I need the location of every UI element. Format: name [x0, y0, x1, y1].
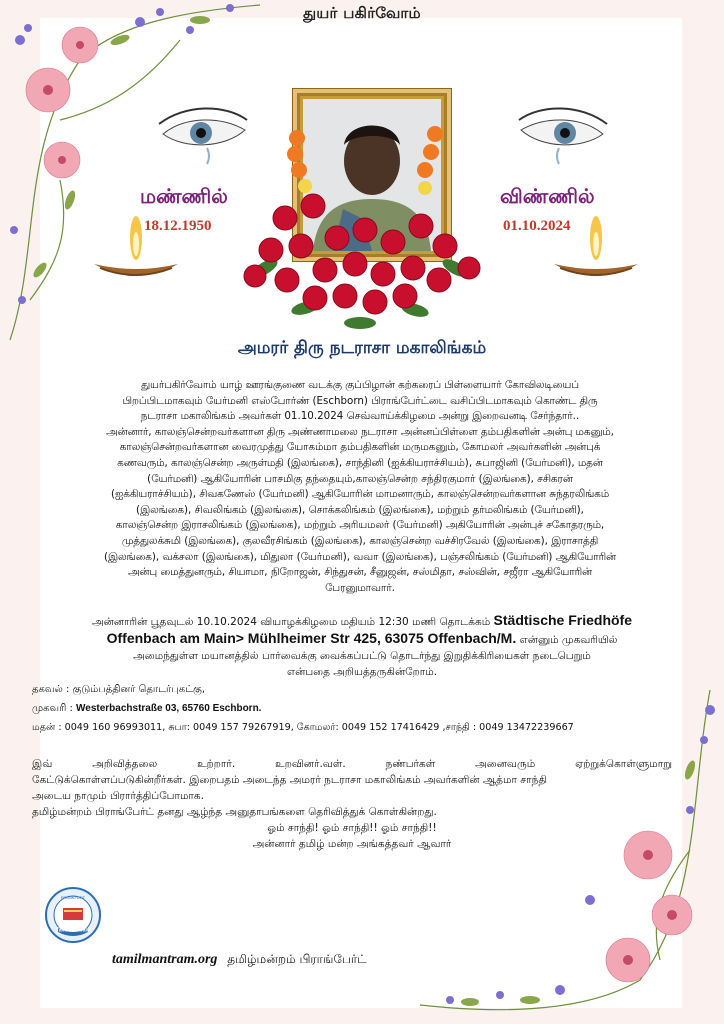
footer [112, 952, 367, 968]
announcement-line: காலஞ்சென்றவர்களான வைரமுத்து யோகம்மா தம்பதிகளின் மருமகனும், கோமலர் அவர்களின் அன்புக் [119, 441, 601, 454]
funeral-details [40, 612, 684, 680]
announcement-line: அன்னார், காலஞ்சென்றவர்களான திரு அண்ணாமலை நடராசா அன்னப்பிள்ளை தம்பதிகளின் அன்பு மகனும், [106, 425, 614, 438]
closing-line-1: இவ் அறிவித்தலை உற்றார். உறவினர்.வள். நண்பர்கள் அனைவரும் ஏற்றுக்கொள்ளுமாறு [32, 758, 672, 770]
announcement-line: பிறப்பிடமாகவும் யேர்மனி எஸ்போர்ண் (Eschborn) பிராங்பேர்ட்டை வசிப்பிடமாகவும் கொண்ட திரு [122, 394, 598, 407]
weeping-eye-right-icon [515, 106, 611, 166]
closing-line-4: தமிழ்மன்றம் பிராங்பேர்ட் தனது ஆழ்ந்த அனுதாபங்களை தெரிவித்துக் கொள்கின்றது. [32, 806, 437, 818]
top-title: துயர் பகிர்வோம் [303, 4, 421, 22]
logo-text: Tamilmantram [56, 927, 90, 934]
website-link[interactable]: tamilmantram.org [112, 952, 218, 967]
birth-date: 18.12.1950 [144, 218, 212, 234]
address-value: Westerbachstraße 03, 65760 Eschborn. [76, 703, 262, 714]
announcement-line: (இலங்கை), சிவலிங்கம் (இலங்கை), சொக்கலிங்கம் (இலங்கை), மற்றும் தர்மலிங்கம் (யேர்மனி), [136, 503, 584, 516]
tamilmantram-logo [44, 886, 102, 944]
funeral-line-3: அமைந்துள்ள மயானத்தில் பார்வைக்கு வைக்கப்பட்டு தொடர்ந்து இறுதிக்கிரியைகள் நடைபெறும் [133, 650, 591, 662]
birth-label: மண்ணில் [140, 184, 228, 208]
announcement-line: அன்பு மைத்துனரும், சியாமா, நிறோஜன், சிந்துசன், சீனுஜன், சஸ்மிதா, சஸ்வின், சஜீரா ஆகியோரின் [127, 566, 592, 579]
announcement-line: முத்துலக்சுமி (இலங்கை), குலவீரசிங்கம் (இலங்கை), காலஞ்சென்ற வச்சிரவேல் (இலங்கை), இராசாத்தி [121, 534, 599, 547]
org-name: தமிழ்மன்றம் பிராங்பேர்ட் [227, 952, 367, 966]
announcement-line: காலஞ்சென்ற இராசலிங்கம் (இலங்கை), மற்றும் அரியமலர் (யேர்மனி) அகியோரின் அன்புச் சகோதரரும், [115, 519, 605, 532]
funeral-line-4: என்பதை அறியத்தருகின்றோம். [286, 666, 438, 678]
closing-line-2: கேட்டுக்கொள்ளப்படுகின்றீர்கள். இறைபதம் அடைந்த அமரர் நடராசா மகாலிங்கம் அவர்களின் ஆத்மா சாந்தி [32, 774, 547, 786]
cemetery-name: Städtische Friedhöfe [493, 612, 632, 628]
announcement-line: பேரனுமாவார். [325, 581, 395, 594]
announcement-line: கணவரும், காலஞ்சென்ற அருள்மதி (இலங்கை), சாந்தினி (ஐக்கியராச்சியம்), சுபாஜினி (யேர்மனி), மதன் [117, 456, 603, 469]
announcement-line: (யேர்மனி) ஆகியோரின் பாசமிகு தந்தையும்,காலஞ்சென்ற சந்திரகுமார் (இலங்கை), சசிகரன் [147, 472, 573, 485]
announcement-line: (இலங்கை), வக்சலா (இலங்கை), மிதுலா (யேர்மனி), வவா (இலங்கை), பஞ்சலிங்கம் (யேர்மனி) ஆகியோரின் [103, 550, 617, 563]
closing-text [32, 756, 672, 852]
closing-line-6: அன்னார் தமிழ் மன்ற அங்கத்தவர் ஆவார் [252, 838, 452, 850]
funeral-address-suffix: என்னும் முகவரியில் [516, 634, 618, 646]
rose-bouquet [225, 118, 495, 338]
announcement-line: (ஐக்கியராச்சியம்), சிவகணேஸ் (யேர்மனி) ஆகியோரின் மாமனாரும், காலஞ்சென்றவர்களான சுந்தரலிங்கம் [110, 488, 610, 501]
death-date: 01.10.2024 [503, 218, 571, 234]
contact-block [32, 680, 692, 737]
deceased-name: அமரர் திரு நடராசா மகாலிங்கம் [237, 338, 487, 358]
contact-phones: மதன் : 0049 160 96993011, சுபா: 0049 157 79267919, கோமலர்: 0049 152 17416429 ,சாந்தி : 0049 13472239667 [32, 722, 574, 733]
oil-lamp-right-icon [548, 196, 644, 288]
announcement-line: நடராசா மகாலிங்கம் அவர்கள் 01.10.2024 செவ்வாய்க்கிழமை அன்று இறைவனடி சேர்ந்தார்.. [140, 410, 580, 423]
cemetery-address: Offenbach am Main> Mühlheimer Str 425, 63075 Offenbach/M. [106, 630, 517, 646]
announcement-line: துயர்பகிர்வோம் யாழ் ஊரங்குணை வடக்கு குப்பிழான் கற்கரைப் பிள்ளையார் கோவிலடியைப் [141, 379, 579, 391]
death-label: விண்ணில் [500, 184, 595, 208]
closing-line-5: ஓம் சாந்தி! ஓம் சாந்தி!! ஓம் சாந்தி!! [267, 822, 437, 834]
closing-line-3: அடைய நாமும் பிரார்த்திப்போமாக. [32, 790, 204, 802]
announcement-text [28, 378, 692, 596]
contact-address-line [32, 699, 692, 718]
address-label: முகவரி : [32, 703, 76, 714]
funeral-date-text: அன்னாரின் பூதவுடல் 10.10.2024 வியாழக்கிழமை மதியம் 12:30 மணி தொடக்கம் [92, 616, 494, 628]
logo-sub: FRANKFURT [60, 895, 86, 900]
contact-info: தகவல் : குடும்பத்தினர் தொடர்புகட்கு, [32, 684, 206, 695]
oil-lamp-left-icon [88, 196, 184, 288]
